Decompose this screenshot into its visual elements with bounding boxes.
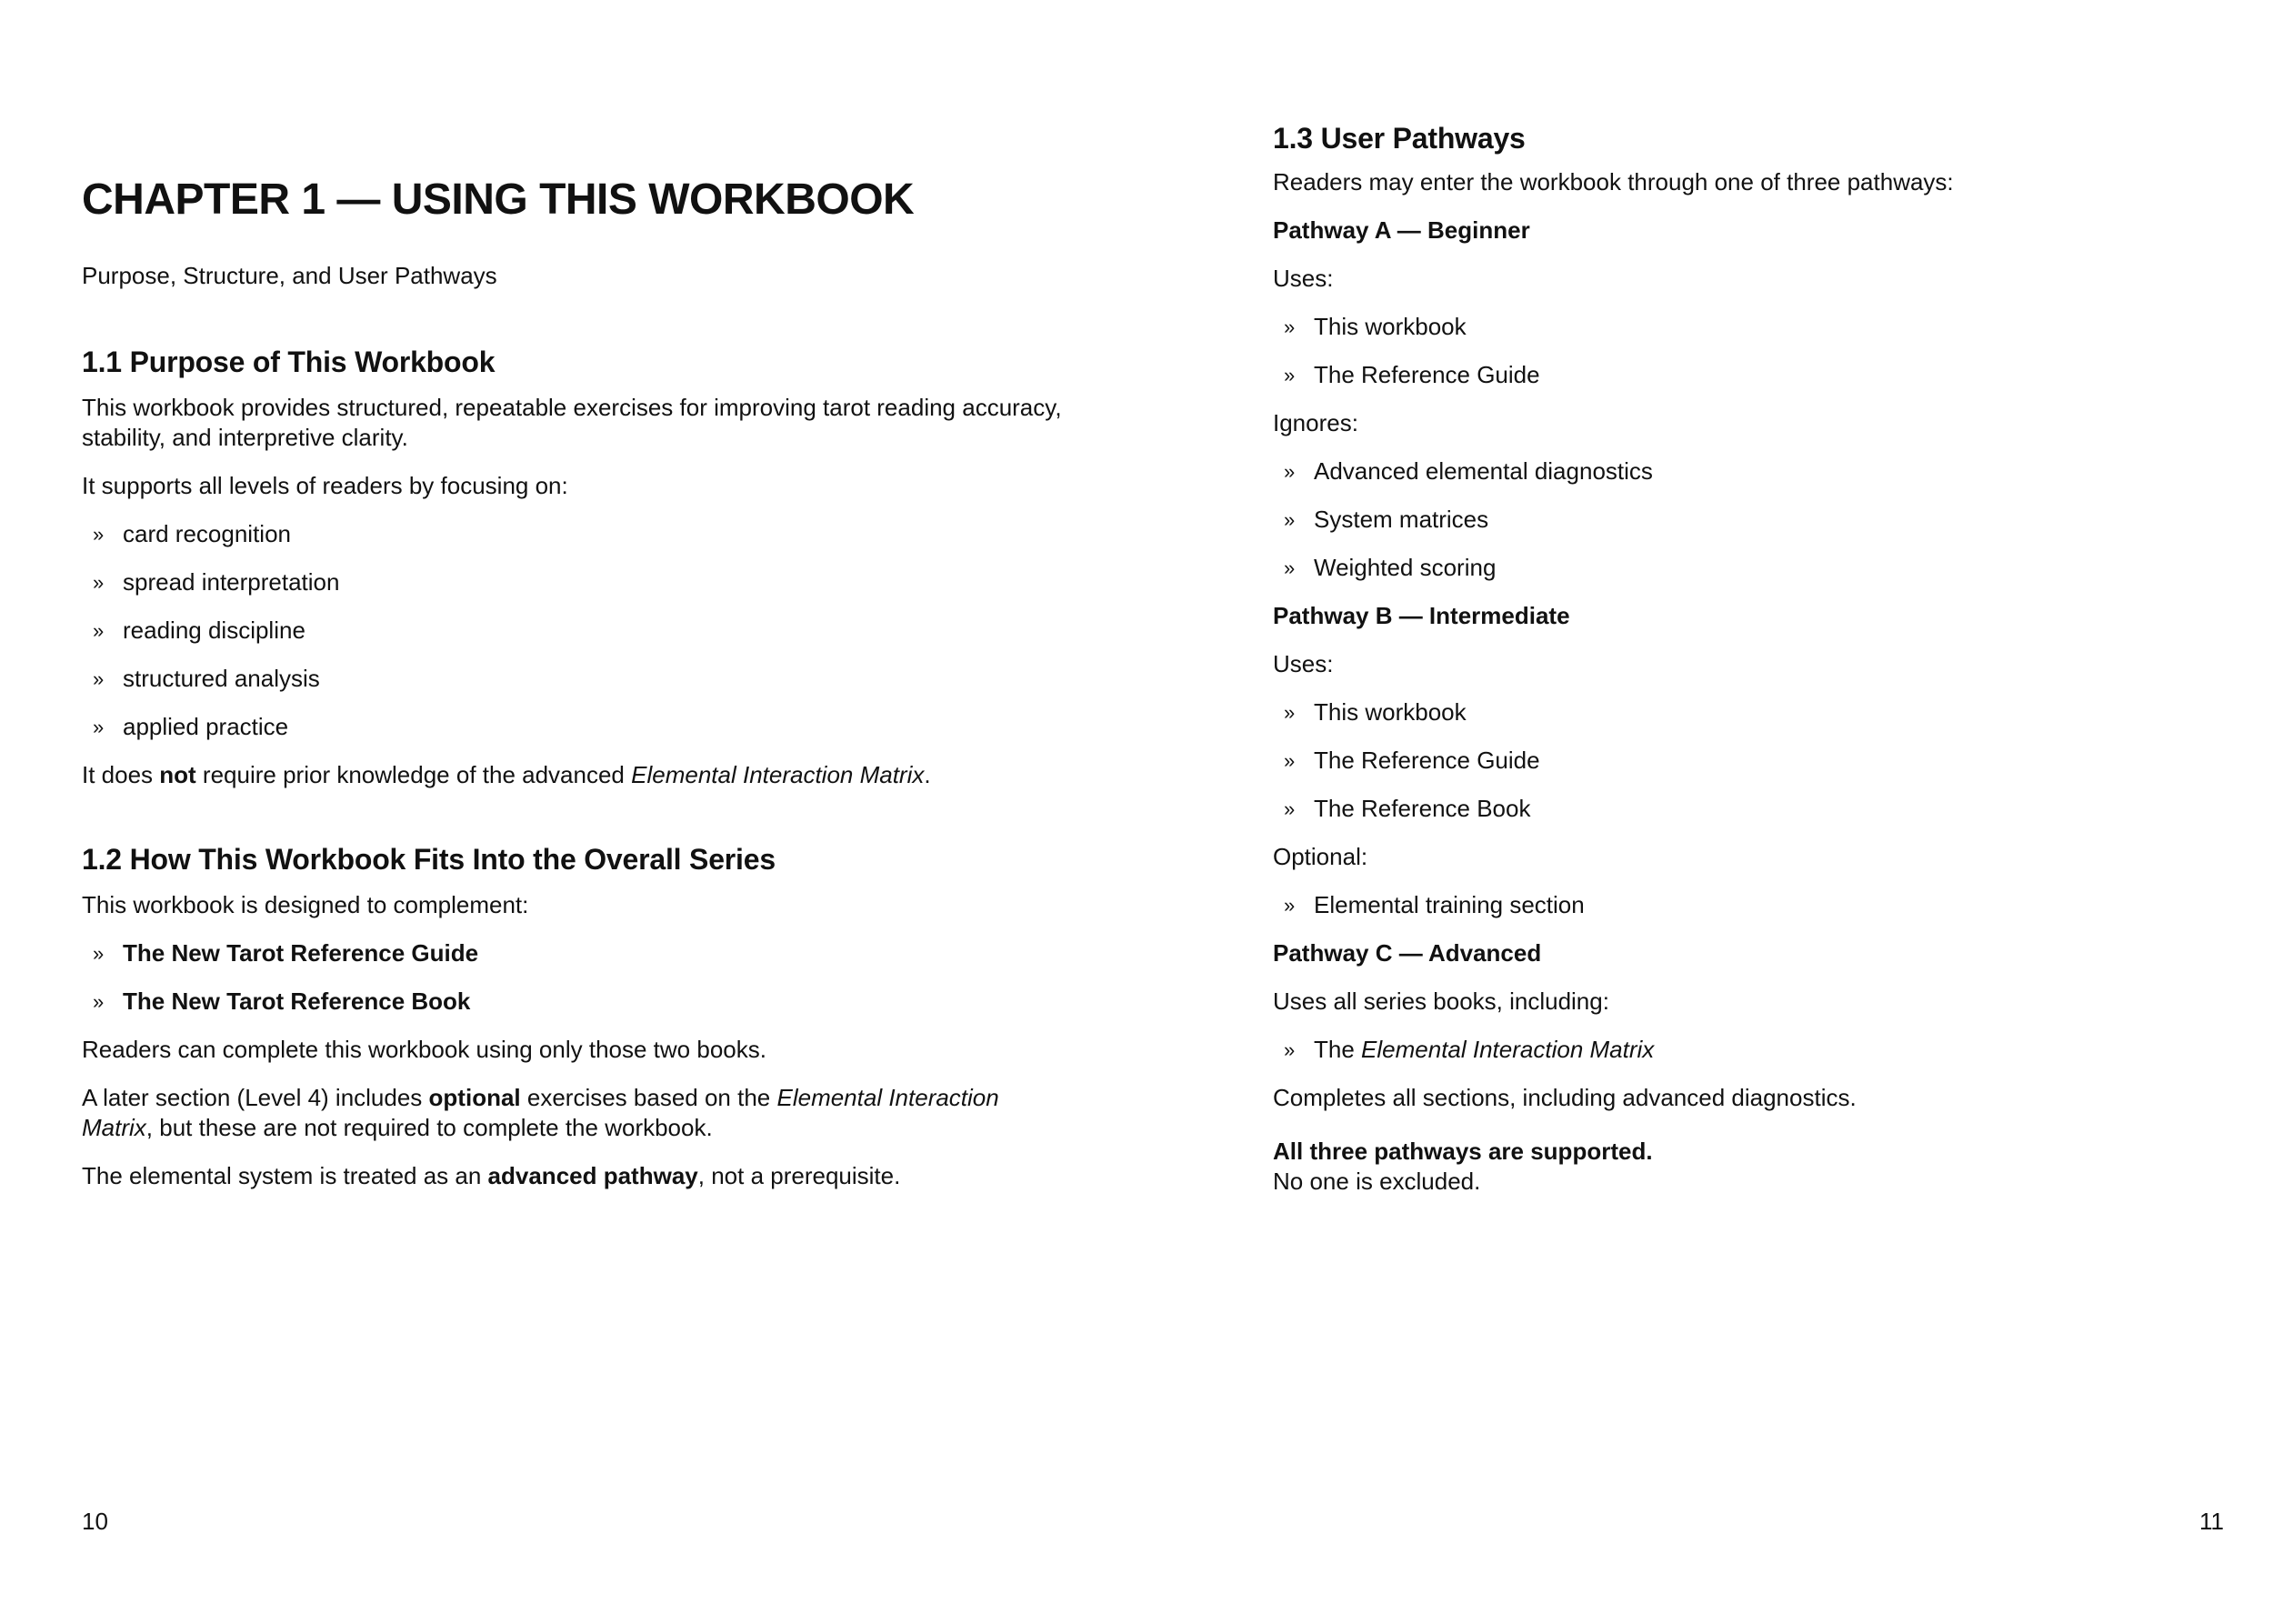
bullet-icon: » [1284,797,1296,820]
bullet-icon: » [1284,701,1296,724]
left-column [82,173,1064,1242]
bullet-icon: » [1284,749,1296,772]
pathway-a-uses [1273,312,2218,390]
optional-label: Optional: [1273,843,1368,870]
right-page [1136,0,2273,1624]
list-item: » System matrices [1284,506,1489,533]
uses-label: Uses: [1273,650,1334,677]
section-1-1 [82,344,1064,790]
uses-label: Uses: [1273,265,1334,292]
list-item: » structured analysis [93,665,320,692]
pathway-b-title: Pathway B — Intermediate [1273,602,1570,629]
section-heading: 1.1 Purpose of This Workbook [82,346,496,378]
pathway-a-title: Pathway A — Beginner [1273,216,1530,244]
list-item: » The Reference Book [1284,795,1531,822]
pathway-c-title: Pathway C — Advanced [1273,939,1542,967]
list-item: » The Reference Guide [1284,747,1540,774]
paragraph: Readers may enter the workbook through one of three pathways: [1273,168,1954,195]
paragraph: It supports all levels of readers by focusing on: [82,472,568,499]
bullet-icon: » [1284,1038,1296,1061]
page-number-right: 11 [2199,1508,2224,1535]
focus-list [82,519,1064,742]
list-item: » spread interpretation [93,568,340,596]
pathway-c-uses [1273,1035,2218,1065]
list-item: » reading discipline [93,617,305,644]
pathway-a-ignores [1273,456,2218,583]
pathway-b-uses [1273,697,2218,824]
bullet-icon: » [93,990,105,1013]
bullet-icon: » [93,716,105,738]
list-item: » The Reference Guide [1284,361,1540,388]
ignores-label: Ignores: [1273,409,1358,436]
list-item: » The Elemental Interaction Matrix [1284,1036,1655,1063]
left-page [0,0,1136,1624]
bullet-icon: » [1284,556,1296,579]
bullet-icon: » [93,523,105,546]
bullet-icon: » [1284,460,1296,483]
list-item: » The New Tarot Reference Guide [93,939,479,967]
bullet-icon: » [93,667,105,690]
list-item: » This workbook [1284,698,1467,726]
section-heading: 1.3 User Pathways [1273,122,1526,155]
section-heading: 1.2 How This Workbook Fits Into the Overall Series [82,843,776,876]
paragraph: The elemental system is treated as an advanced pathway, not a prerequisite. [82,1162,901,1189]
chapter-title: CHAPTER 1 — USING THIS WORKBOOK [82,175,915,224]
bullet-icon: » [1284,508,1296,531]
list-item: » Advanced elemental diagnostics [1284,457,1653,485]
bullet-icon: » [93,571,105,594]
closing-statement: All three pathways are supported. No one is excluded. [1273,1138,1653,1195]
bullet-icon: » [93,619,105,642]
page-number-left: 10 [82,1508,108,1535]
bullet-icon: » [1284,364,1296,386]
list-item: » Elemental training section [1284,891,1585,918]
list-item: » This workbook [1284,313,1467,340]
list-item: » card recognition [93,520,291,547]
uses-label: Uses all series books, including: [1273,987,1609,1015]
bullet-icon: » [93,942,105,965]
pathway-b-optional [1273,890,2218,920]
list-item: » Weighted scoring [1284,554,1497,581]
bullet-icon: » [1284,894,1296,917]
list-item: » The New Tarot Reference Book [93,987,471,1015]
paragraph: Completes all sections, including advanced diagnostics. [1273,1084,1857,1111]
chapter-subtitle: Purpose, Structure, and User Pathways [82,262,497,289]
bullet-icon: » [1284,316,1296,338]
right-column [1273,120,2218,1215]
section-1-2 [82,841,1064,1191]
list-item: » applied practice [93,713,289,740]
paragraph: Readers can complete this workbook using only those two books. [82,1036,766,1063]
paragraph: It does not require prior knowledge of the advanced Elemental Interaction Matrix. [82,761,931,788]
complement-list [82,938,1064,1017]
paragraph: A later section (Level 4) includes optional exercises based on the Elemental Interaction Matrix, but these are not required to complete the workbook. [82,1084,999,1141]
paragraph: This workbook provides structured, repeatable exercises for improving tarot reading accuracy, stability, and interpretive clarity. [82,394,1062,451]
paragraph: This workbook is designed to complement: [82,891,529,918]
